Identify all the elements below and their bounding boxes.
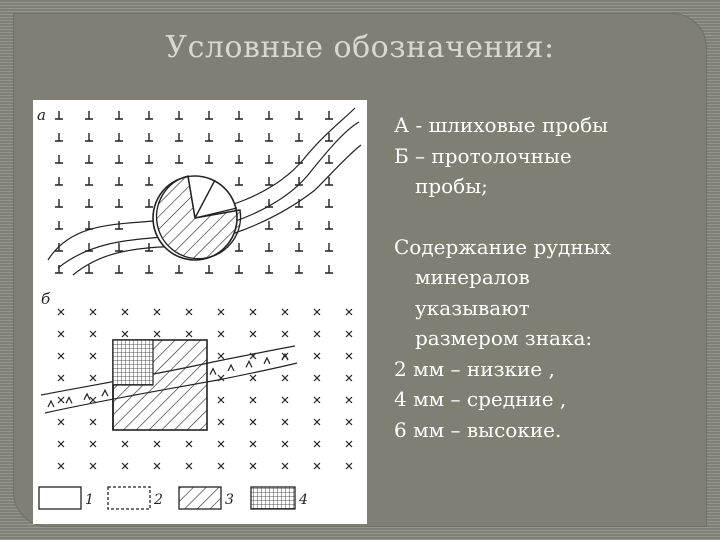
cross-symbol xyxy=(218,463,224,469)
inverted-t-symbol xyxy=(55,177,63,185)
cross-symbol xyxy=(90,309,96,315)
inverted-t-symbol xyxy=(175,155,183,163)
cross-symbol xyxy=(58,397,64,403)
inverted-t-symbol xyxy=(175,265,183,273)
inverted-t-symbol xyxy=(235,133,243,141)
inverted-t-symbol xyxy=(55,199,63,207)
cross-symbol xyxy=(58,331,64,337)
vein-caret-symbol xyxy=(228,365,234,371)
inverted-t-symbol xyxy=(235,265,243,273)
cross-symbol xyxy=(346,463,352,469)
inverted-t-symbol xyxy=(55,133,63,141)
cross-symbol xyxy=(250,309,256,315)
cross-symbol xyxy=(58,309,64,315)
cross-symbol xyxy=(346,375,352,381)
inverted-t-symbol xyxy=(295,243,303,251)
cross-symbol xyxy=(250,375,256,381)
inverted-t-symbol xyxy=(235,177,243,185)
inverted-t-symbol xyxy=(115,111,123,119)
cross-symbol xyxy=(186,331,192,337)
inverted-t-symbol xyxy=(145,243,153,251)
inverted-t-symbol xyxy=(85,177,93,185)
cross-symbol xyxy=(154,331,160,337)
cross-symbol xyxy=(186,441,192,447)
cross-symbol xyxy=(122,463,128,469)
cross-symbol xyxy=(282,419,288,425)
cross-symbol xyxy=(58,375,64,381)
inverted-t-symbol xyxy=(85,199,93,207)
inverted-t-symbol xyxy=(295,111,303,119)
panel-a-circle-sample xyxy=(153,176,241,260)
inverted-t-symbol xyxy=(325,199,333,207)
inverted-t-symbol xyxy=(265,155,273,163)
cross-symbol xyxy=(346,441,352,447)
inverted-t-symbol xyxy=(325,265,333,273)
legend-line-size: размером знака: xyxy=(415,326,593,350)
cross-symbol xyxy=(282,441,288,447)
inverted-t-symbol xyxy=(145,111,153,119)
cross-symbol xyxy=(282,331,288,337)
vein-caret-symbol xyxy=(282,354,288,360)
cross-symbol xyxy=(346,419,352,425)
legend-line-minerals: минералов xyxy=(415,265,530,289)
inverted-t-symbol xyxy=(325,111,333,119)
cross-symbol xyxy=(90,419,96,425)
inverted-t-symbol xyxy=(145,265,153,273)
cross-symbol xyxy=(218,397,224,403)
cross-symbol xyxy=(314,353,320,359)
inverted-t-symbol xyxy=(115,177,123,185)
legend-text-block xyxy=(394,110,694,445)
inverted-t-symbol xyxy=(175,111,183,119)
legend-line-protoloch: Б – протолочные xyxy=(394,143,572,168)
vein-caret-symbol xyxy=(246,361,252,367)
inverted-t-symbol xyxy=(145,199,153,207)
vein-caret-symbol xyxy=(264,358,270,364)
legend-line-proby: пробы; xyxy=(415,174,488,198)
inverted-t-symbol xyxy=(85,133,93,141)
cross-symbol xyxy=(58,463,64,469)
cross-symbol xyxy=(314,375,320,381)
vein-caret-symbol xyxy=(48,401,54,407)
inverted-t-symbol xyxy=(145,133,153,141)
panel-a-label: а xyxy=(37,106,46,124)
cross-symbol xyxy=(314,309,320,315)
inverted-t-symbol xyxy=(145,155,153,163)
cross-symbol xyxy=(346,309,352,315)
inverted-t-symbol xyxy=(115,133,123,141)
cross-symbol xyxy=(346,331,352,337)
legend-line-shlikh: А - шлиховые пробы xyxy=(394,113,609,137)
inverted-t-symbol xyxy=(265,133,273,141)
cross-symbol xyxy=(58,353,64,359)
slide-title: Условные обозначения: xyxy=(165,30,555,65)
cross-symbol xyxy=(122,441,128,447)
cross-symbol xyxy=(282,463,288,469)
cross-symbol xyxy=(122,331,128,337)
cross-symbol xyxy=(90,375,96,381)
cross-symbol xyxy=(218,309,224,315)
legend-line-content: Содержание рудных xyxy=(394,234,611,259)
inverted-t-symbol xyxy=(235,155,243,163)
inverted-t-symbol xyxy=(325,155,333,163)
inverted-t-symbol xyxy=(115,243,123,251)
inverted-t-symbol xyxy=(235,243,243,251)
inverted-t-symbol xyxy=(55,111,63,119)
legend-number-3: 3 xyxy=(225,492,234,508)
cross-symbol xyxy=(154,441,160,447)
legend-line-high: 6 мм – высокие. xyxy=(394,417,562,442)
inverted-t-symbol xyxy=(265,177,273,185)
legend-line-indicate: указывают xyxy=(415,295,530,320)
legend-number-4: 4 xyxy=(299,492,308,508)
inverted-t-symbol xyxy=(205,155,213,163)
vein-caret-symbol xyxy=(84,394,90,400)
inverted-t-symbol xyxy=(295,265,303,273)
cross-symbol xyxy=(250,441,256,447)
cross-symbol xyxy=(58,419,64,425)
cross-symbol xyxy=(90,331,96,337)
cross-symbol xyxy=(282,309,288,315)
cross-symbol xyxy=(186,463,192,469)
cross-symbol xyxy=(346,397,352,403)
cross-symbol xyxy=(58,441,64,447)
figure-legend-boxes xyxy=(39,487,308,509)
inverted-t-symbol xyxy=(85,111,93,119)
cross-symbol xyxy=(314,419,320,425)
cross-symbol xyxy=(154,463,160,469)
cross-symbol xyxy=(250,331,256,337)
cross-symbol xyxy=(186,309,192,315)
cross-symbol xyxy=(90,463,96,469)
panel-b-square-sample xyxy=(113,340,207,430)
inverted-t-symbol xyxy=(325,243,333,251)
inverted-t-symbol xyxy=(295,221,303,229)
inverted-t-symbol xyxy=(115,199,123,207)
panel-b-label: б xyxy=(41,290,51,308)
cross-symbol xyxy=(218,331,224,337)
inverted-t-symbol xyxy=(115,155,123,163)
cross-symbol xyxy=(250,419,256,425)
cross-symbol xyxy=(218,419,224,425)
cross-symbol xyxy=(122,309,128,315)
vein-caret-symbol xyxy=(66,397,72,403)
inverted-t-symbol xyxy=(265,221,273,229)
cross-symbol xyxy=(282,375,288,381)
inverted-t-symbol xyxy=(145,177,153,185)
cross-symbol xyxy=(90,441,96,447)
cross-symbol xyxy=(90,353,96,359)
cross-symbol xyxy=(250,463,256,469)
inverted-t-symbol xyxy=(265,265,273,273)
inverted-t-symbol xyxy=(325,221,333,229)
inverted-t-symbol xyxy=(85,155,93,163)
inverted-t-symbol xyxy=(115,265,123,273)
legend-number-1: 1 xyxy=(85,492,94,508)
legend-figure-drawing xyxy=(33,100,367,524)
cross-symbol xyxy=(314,463,320,469)
cross-symbol xyxy=(346,353,352,359)
cross-symbol xyxy=(218,353,224,359)
inverted-t-symbol xyxy=(55,221,63,229)
cross-symbol xyxy=(218,441,224,447)
inverted-t-symbol xyxy=(295,133,303,141)
legend-line-low: 2 мм – низкие , xyxy=(394,356,555,381)
cross-symbol xyxy=(250,397,256,403)
inverted-t-symbol xyxy=(265,243,273,251)
inverted-t-symbol xyxy=(265,111,273,119)
inverted-t-symbol xyxy=(205,133,213,141)
inverted-t-symbol xyxy=(85,221,93,229)
cross-symbol xyxy=(314,397,320,403)
legend-figure xyxy=(33,100,367,524)
inverted-t-symbol xyxy=(55,155,63,163)
cross-symbol xyxy=(314,441,320,447)
inverted-t-symbol xyxy=(205,111,213,119)
inverted-t-symbol xyxy=(55,265,63,273)
legend-number-2: 2 xyxy=(154,492,163,508)
legend-line-medium: 4 мм – средние , xyxy=(394,387,567,411)
vein-caret-symbol xyxy=(210,369,216,375)
cross-symbol xyxy=(154,309,160,315)
vein-caret-symbol xyxy=(102,390,108,396)
inverted-t-symbol xyxy=(175,133,183,141)
cross-symbol xyxy=(282,397,288,403)
inverted-t-symbol xyxy=(235,111,243,119)
cross-symbol xyxy=(314,331,320,337)
inverted-t-symbol xyxy=(205,265,213,273)
